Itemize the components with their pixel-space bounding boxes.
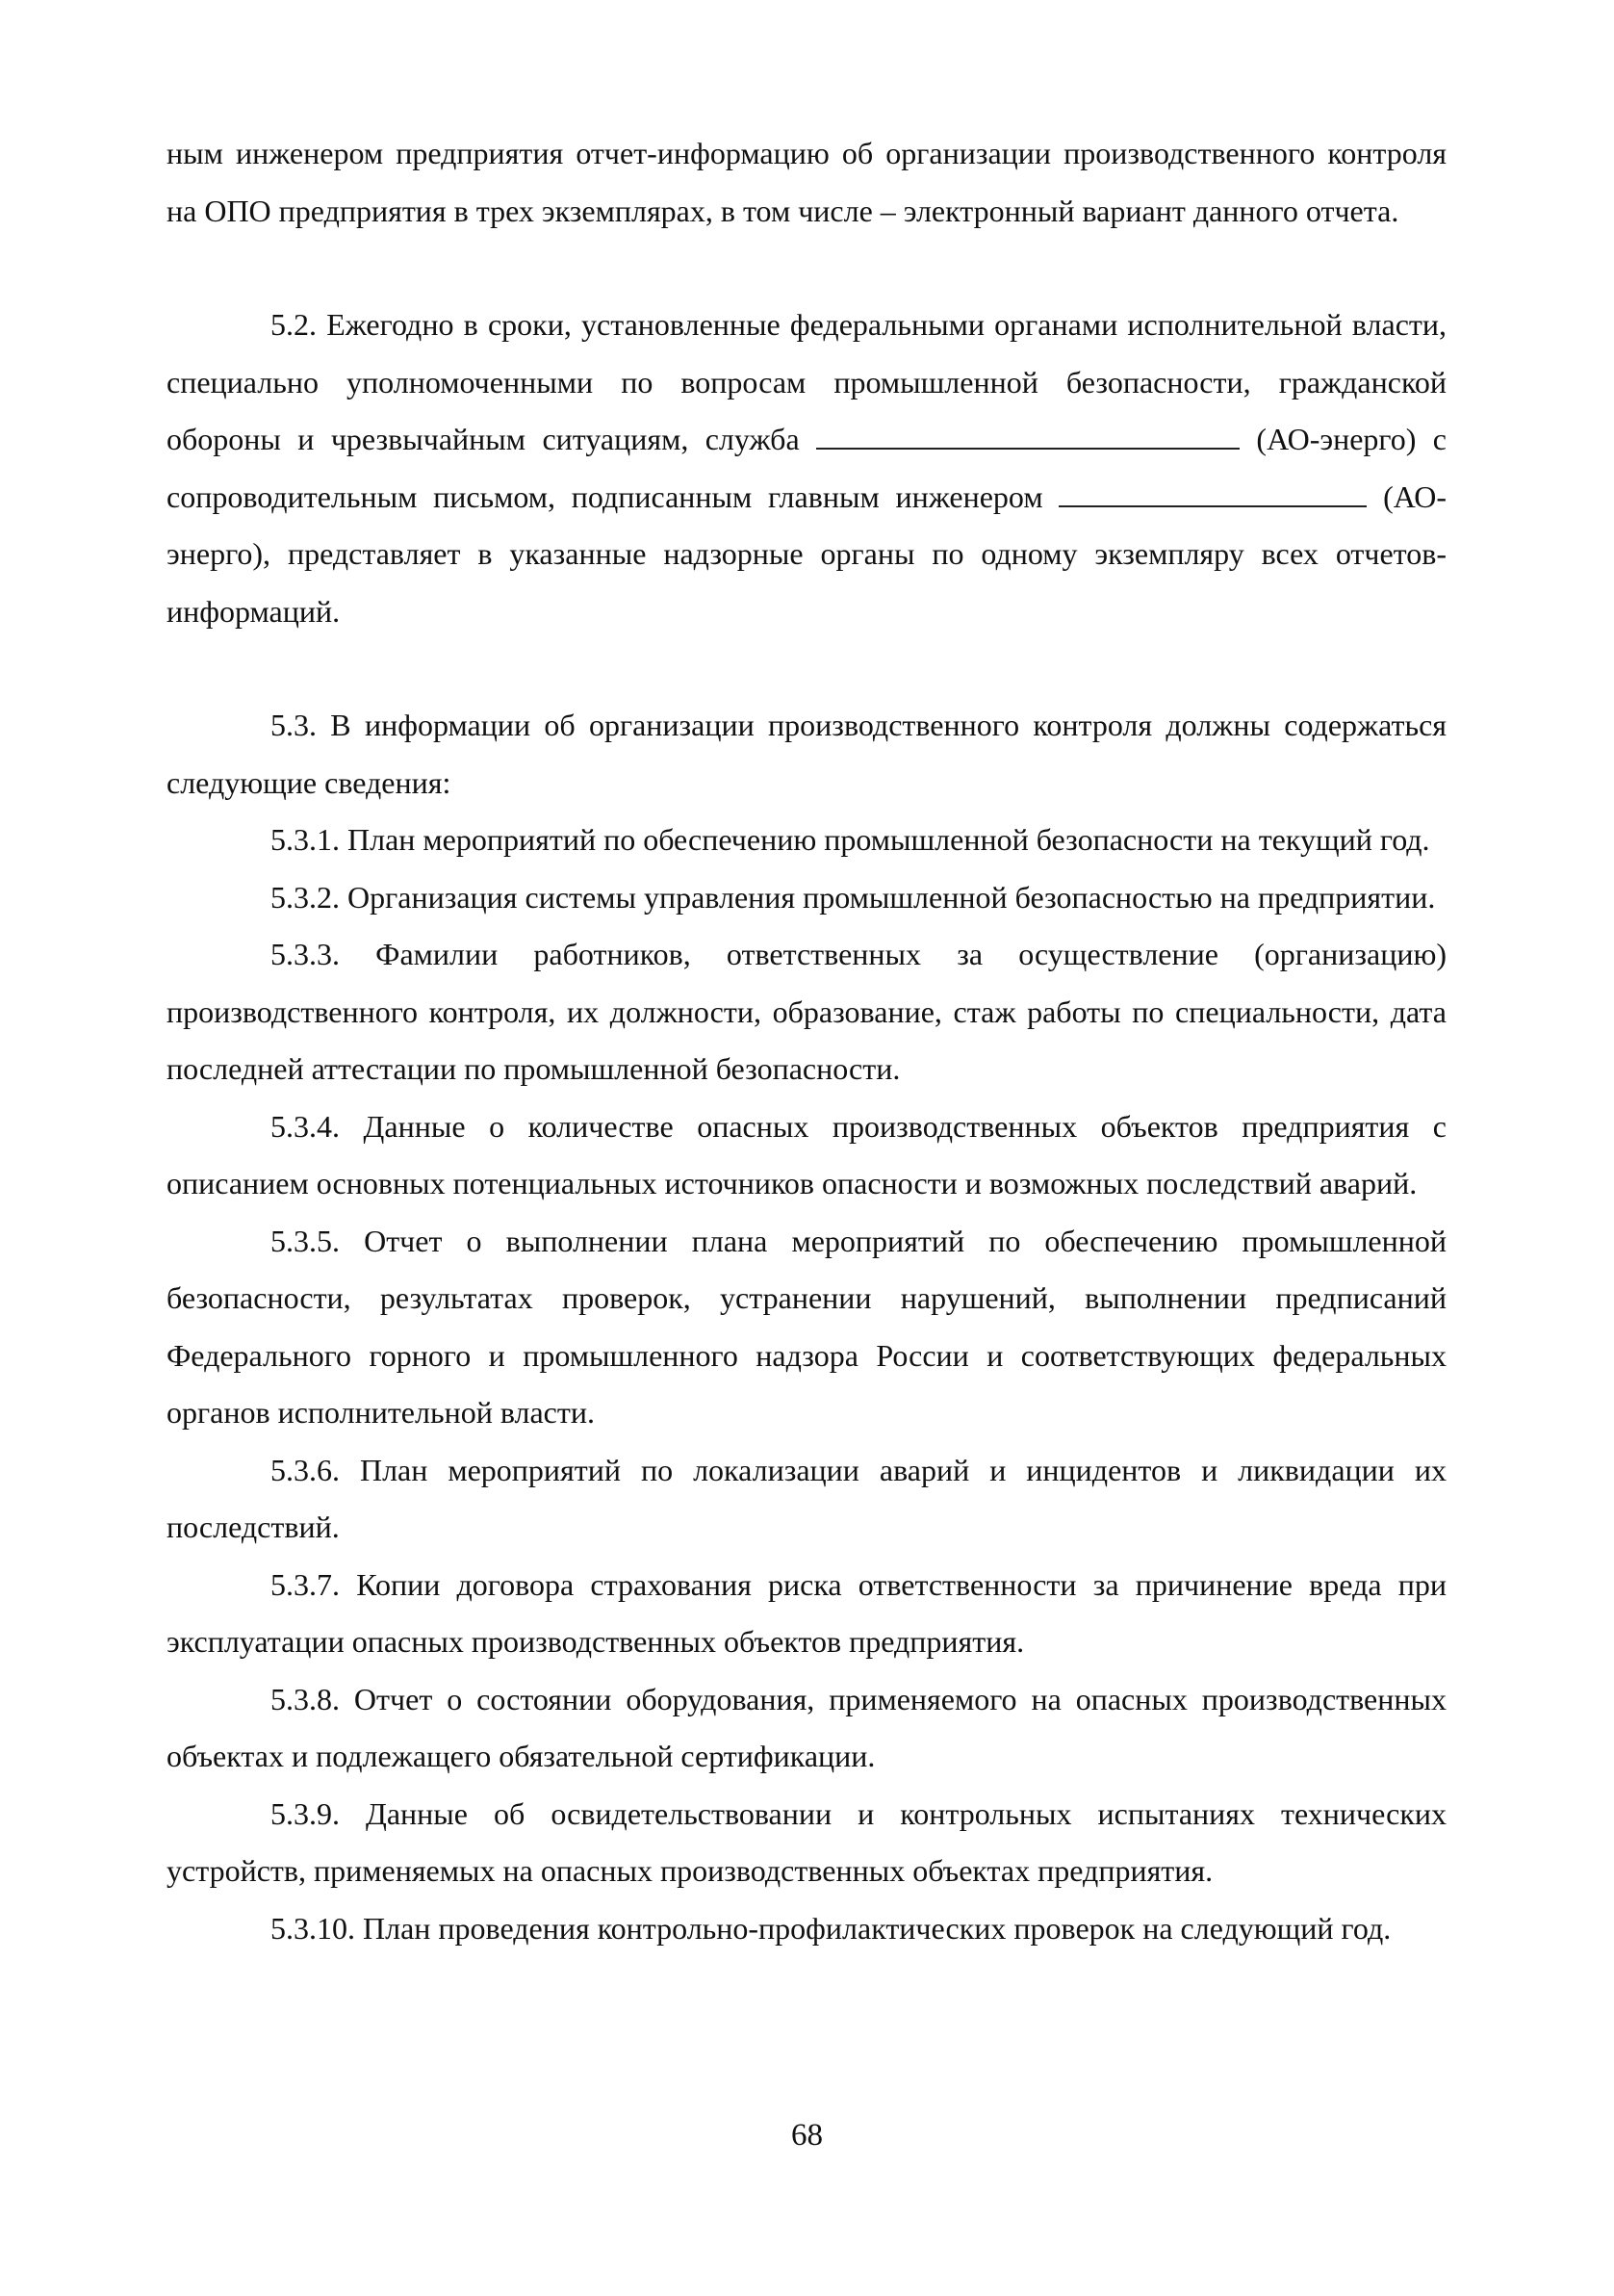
section-5-2-part-3: (АО-энерго), представляет в указанные надзорные органы по одному экземпляру всех отчетов-информаций.: [167, 478, 1447, 629]
item-5-3-5: 5.3.5. Отчет о выполнении плана мероприятий по обеспечению промышленной безопасности, результатах проверок, устранении нарушений, выполнении предписаний Федерального горного и промышленного надзора России и соответствующих федеральных органов исполнительной власти.: [167, 1223, 1447, 1430]
intro-paragraph: ным инженером предприятия отчет-информацию об организации производственного контроля на ОПО предприятия в трех экземплярах, в том числе – электронный вариант данного отчета.: [167, 136, 1447, 228]
section-5-2-part-2: (АО-энерго) с сопроводительным письмом, подписанным главным инженером: [167, 422, 1447, 514]
blank-line-engineer: [1059, 477, 1367, 507]
item-5-3-4: 5.3.4. Данные о количестве опасных производственных объектов предприятия с описанием основных потенциальных источников опасности и возможных последствий аварий.: [167, 1108, 1447, 1200]
section-5-2: [167, 297, 1447, 640]
item-5-3-9: 5.3.9. Данные об освидетельствовании и контрольных испытаниях технических устройств, применяемых на опасных производственных объектах предприятия.: [167, 1795, 1447, 1888]
item-5-3-1: 5.3.1. План мероприятий по обеспечению промышленной безопасности на текущий год.: [270, 822, 1430, 857]
section-5-2-part-1: 5.2. Ежегодно в сроки, установленные федеральными органами исполнительной власти, специально уполномоченными по вопросам промышленной безопасности, гражданской обороны и чрезвычайным ситуациям, служба: [167, 307, 1447, 456]
blank-line-service: [816, 419, 1240, 450]
item-5-3-10: 5.3.10. План проведения контрольно-профилактических проверок на следующий год.: [270, 1910, 1392, 1946]
document-page: [167, 125, 1447, 1957]
item-5-3-3: 5.3.3. Фамилии работников, ответственных за осуществление (организацию) производственного контроля, их должности, образование, стаж работы по специальности, дата последней аттестации по промышленной безопасности.: [167, 937, 1447, 1086]
item-5-3-6: 5.3.6. План мероприятий по локализации аварий и инцидентов и ликвидации их последствий.: [167, 1452, 1447, 1544]
page-number: 68: [791, 2118, 823, 2153]
item-5-3-8: 5.3.8. Отчет о состоянии оборудования, применяемого на опасных производственных объектах и подлежащего обязательной сертификации.: [167, 1681, 1447, 1773]
paragraph-gap: [167, 240, 1447, 297]
item-5-3-7: 5.3.7. Копии договора страхования риска ответственности за причинение вреда при эксплуатации опасных производственных объектов предприятия.: [167, 1566, 1447, 1659]
section-5-3: 5.3. В информации об организации производственного контроля должны содержаться следующие сведения:: [167, 708, 1447, 800]
paragraph-gap: [167, 640, 1447, 697]
item-5-3-2: 5.3.2. Организация системы управления промышленной безопасностью на предприятии.: [270, 879, 1436, 915]
